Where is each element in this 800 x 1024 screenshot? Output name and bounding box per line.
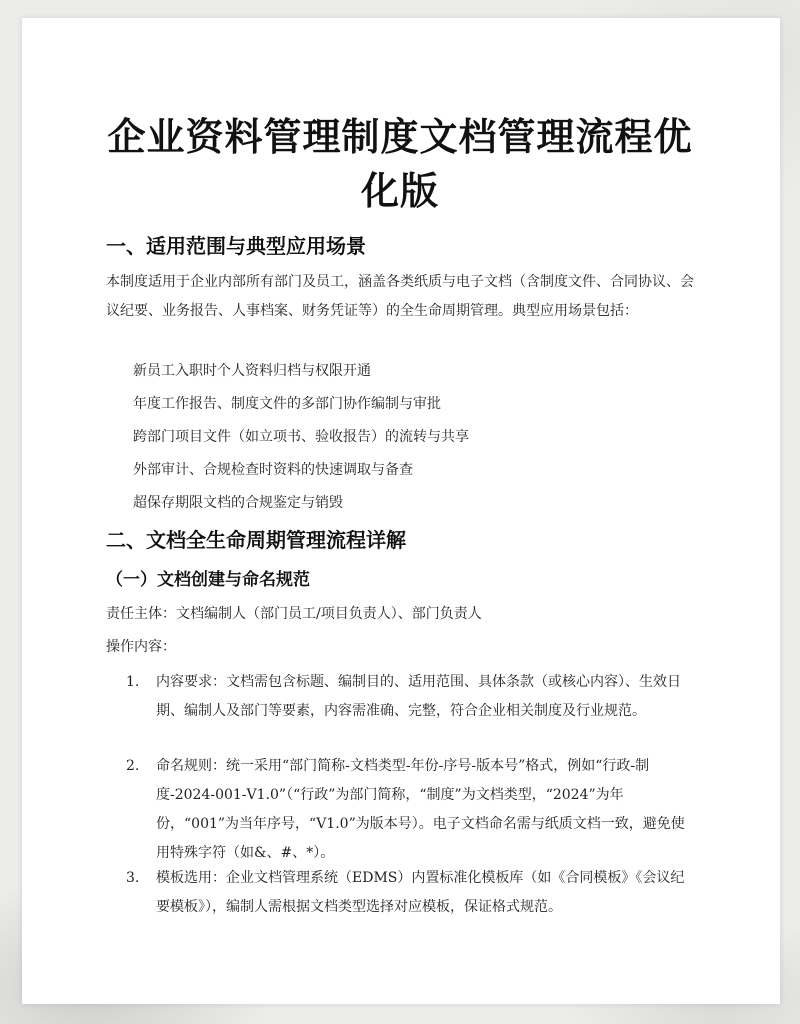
item-text: 命名规则：统一采用“部门简称-文档类型-年份-序号-版本号”格式，例如“行政-制度-2024-001-V1.0”（“行政”为部门简称，“制度”为文档类型，“2024”为年份，“001”为当年序号，“V1.0”为版本号）。电子文档命名需与纸质文档一致，避免使用特殊字符（如&、#、*）。 <box>156 758 685 861</box>
section-1-heading: 一、适用范围与典型应用场景 <box>106 234 366 258</box>
scenario-item: 超保存期限文档的合规鉴定与销毁 <box>133 495 343 511</box>
section-1-intro: 本制度适用于企业内部所有部门及员工，涵盖各类纸质与电子文档（含制度文件、合同协议、会议纪要、业务报告、人事档案、财务凭证等）的全生命周期管理。典型应用场景包括： <box>106 274 694 319</box>
scenario-item: 年度工作报告、制度文件的多部门协作编制与审批 <box>133 396 441 412</box>
item-text: 内容要求：文档需包含标题、编制目的、适用范围、具体条款（或核心内容）、生效日期、编制人及部门等要素，内容需准确、完整，符合企业相关制度及行业规范。 <box>156 674 681 719</box>
document-title: 企业资料管理制度文档管理流程优化版 <box>107 115 693 213</box>
section-2-heading: 二、文档全生命周期管理流程详解 <box>106 528 406 552</box>
responsible-party: 责任主体：文档编制人（部门员工/项目负责人）、部门负责人 <box>106 606 482 622</box>
item-text: 模板选用：企业文档管理系统（EDMS）内置标准化模板库（如《合同模板》《会议纪要模板》），编制人需根据文档类型选择对应模板，保证格式规范。 <box>156 870 685 915</box>
item-number: 1. <box>126 674 140 690</box>
scenario-item: 跨部门项目文件（如立项书、验收报告）的流转与共享 <box>133 429 469 445</box>
numbered-item-naming-rules <box>126 752 696 868</box>
operations-label: 操作内容： <box>106 639 176 655</box>
scenario-item: 外部审计、合规检查时资料的快速调取与备查 <box>133 462 413 478</box>
numbered-item-content-requirements <box>126 668 696 726</box>
numbered-item-template-selection <box>126 864 696 922</box>
scenario-item: 新员工入职时个人资料归档与权限开通 <box>133 363 371 379</box>
item-number: 2. <box>126 758 140 774</box>
subsection-1-heading: （一）文档创建与命名规范 <box>106 570 310 590</box>
item-number: 3. <box>126 870 140 886</box>
